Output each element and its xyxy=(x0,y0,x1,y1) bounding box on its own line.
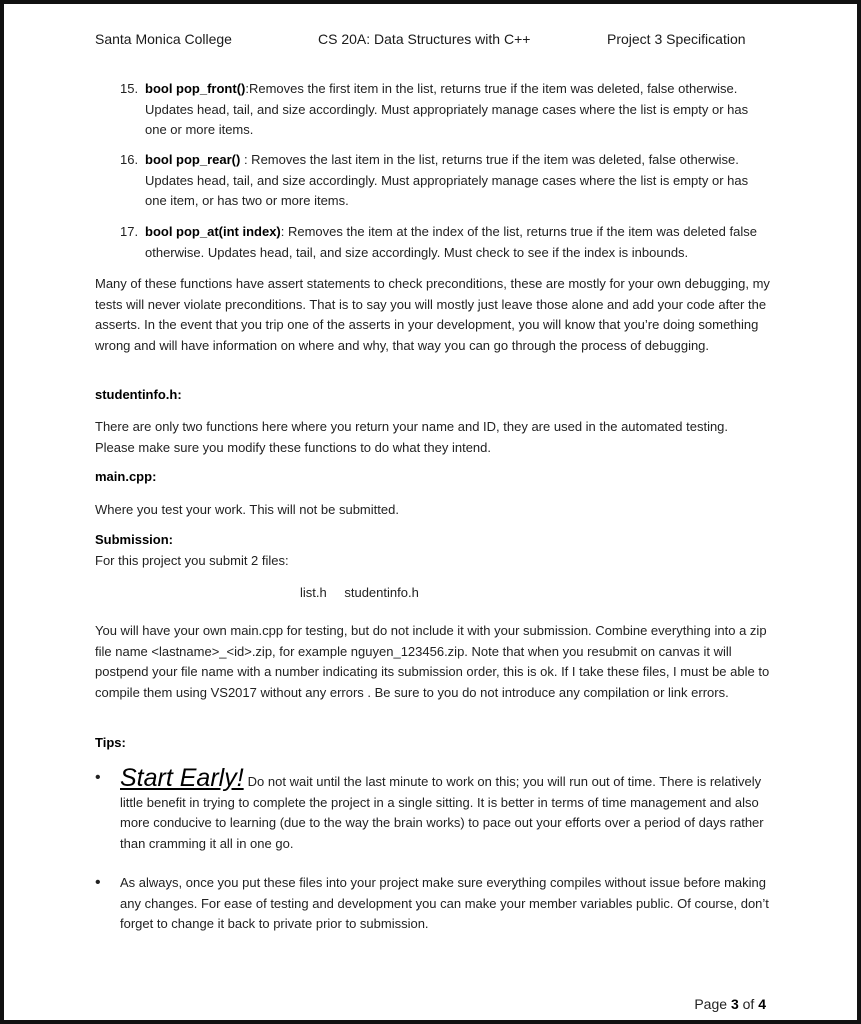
tip-text: Do not wait until the last minute to work on this; you will run out of time. There is relatively little benefit in trying to complete the project in a single sitting. It is better in terms of time management and also more conducive to learning (due to the way the brain works) to pace out your efforts over a period of days rather than cramming it all in one go. xyxy=(120,774,764,851)
page-label: Page xyxy=(694,996,731,1012)
function-description: : Removes the last item in the list, returns true if the item was deleted, false otherwise. Updates head, tail, and size accordingly. Must appropriately manage cases where the list is empty or has one item, or has two or more items. xyxy=(145,152,749,208)
function-signature: bool pop_front() xyxy=(145,81,246,96)
submission-paragraph: You will have your own main.cpp for testing, but do not include it with your submission. Combine everything into a zip file name <lastname>_<id>.zip, for example nguyen_123456.zip. Note that when you resubmit on canvas it will postpend your file name with a number indicating its submission order, this is ok. If I take these files, I must be able to compile them using VS2017 without any errors . Be sure to you do not introduce any compilation or link errors. xyxy=(95,623,770,700)
current-page: 3 xyxy=(730,996,739,1012)
start-early-callout: Start Early! xyxy=(120,764,244,792)
tip-text: As always, once you put these files into your project make sure everything compiles without issue before making any changes. For ease of testing and development you can make your member variables public. Of course, don’t forget to change it back to private prior to submission. xyxy=(120,875,769,931)
function-signature: bool pop_at(int index) xyxy=(145,224,281,239)
function-description: : Removes the item at the index of the list, returns true if the item was deleted false otherwise. Updates head, tail, and size accordingly. Must check to see if the index is inbounds. xyxy=(145,224,757,260)
numbered-item-16 xyxy=(120,150,770,212)
item-number: 16. xyxy=(120,152,139,167)
bullet-icon: • xyxy=(95,769,101,786)
tip-bullet-1 xyxy=(95,764,770,854)
page-of-label: of xyxy=(738,996,759,1012)
function-description: :Removes the first item in the list, returns true if the item was deleted, false otherwise. Updates head, tail, and size accordingly. Must appropriately manage cases where the list is empty or has one or more items. xyxy=(145,81,749,137)
numbered-item-17 xyxy=(120,222,770,263)
assert-paragraph: Many of these functions have assert statements to check preconditions, these are mostly for your own debugging, my tests will never violate preconditions. That is to say you will mostly just leave those alone and add your code after the asserts. In the event that you trip one of the asserts in your development, you will know that you’re doing something wrong and will have information on where and why, that way you can go through the process of debugging. xyxy=(95,276,770,353)
maincpp-paragraph: Where you test your work. This will not be submitted. xyxy=(95,502,399,517)
header-course: CS 20A: Data Structures with C++ xyxy=(318,31,531,47)
tip-bullet-2 xyxy=(95,873,770,935)
file-name: studentinfo.h xyxy=(344,585,419,600)
function-signature: bool pop_rear() xyxy=(145,152,241,167)
studentinfo-heading: studentinfo.h: xyxy=(95,387,182,402)
submission-file-list xyxy=(300,585,419,600)
submission-heading: Submission: xyxy=(95,532,174,547)
header-college: Santa Monica College xyxy=(95,31,232,47)
submission-intro: For this project you submit 2 files: xyxy=(95,553,289,568)
maincpp-heading: main.cpp: xyxy=(95,469,157,484)
studentinfo-paragraph: There are only two functions here where you return your name and ID, they are used in the automated testing. Please make sure you modify these functions to do what they intend. xyxy=(95,419,729,455)
page-number xyxy=(694,996,766,1012)
item-number: 17. xyxy=(120,224,139,239)
bullet-icon: • xyxy=(95,874,101,891)
numbered-item-15 xyxy=(120,79,770,141)
tips-heading: Tips: xyxy=(95,735,126,750)
total-pages: 4 xyxy=(758,996,766,1012)
header-doc-title: Project 3 Specification xyxy=(607,31,746,47)
item-number: 15. xyxy=(120,81,139,96)
file-name: list.h xyxy=(300,585,327,600)
